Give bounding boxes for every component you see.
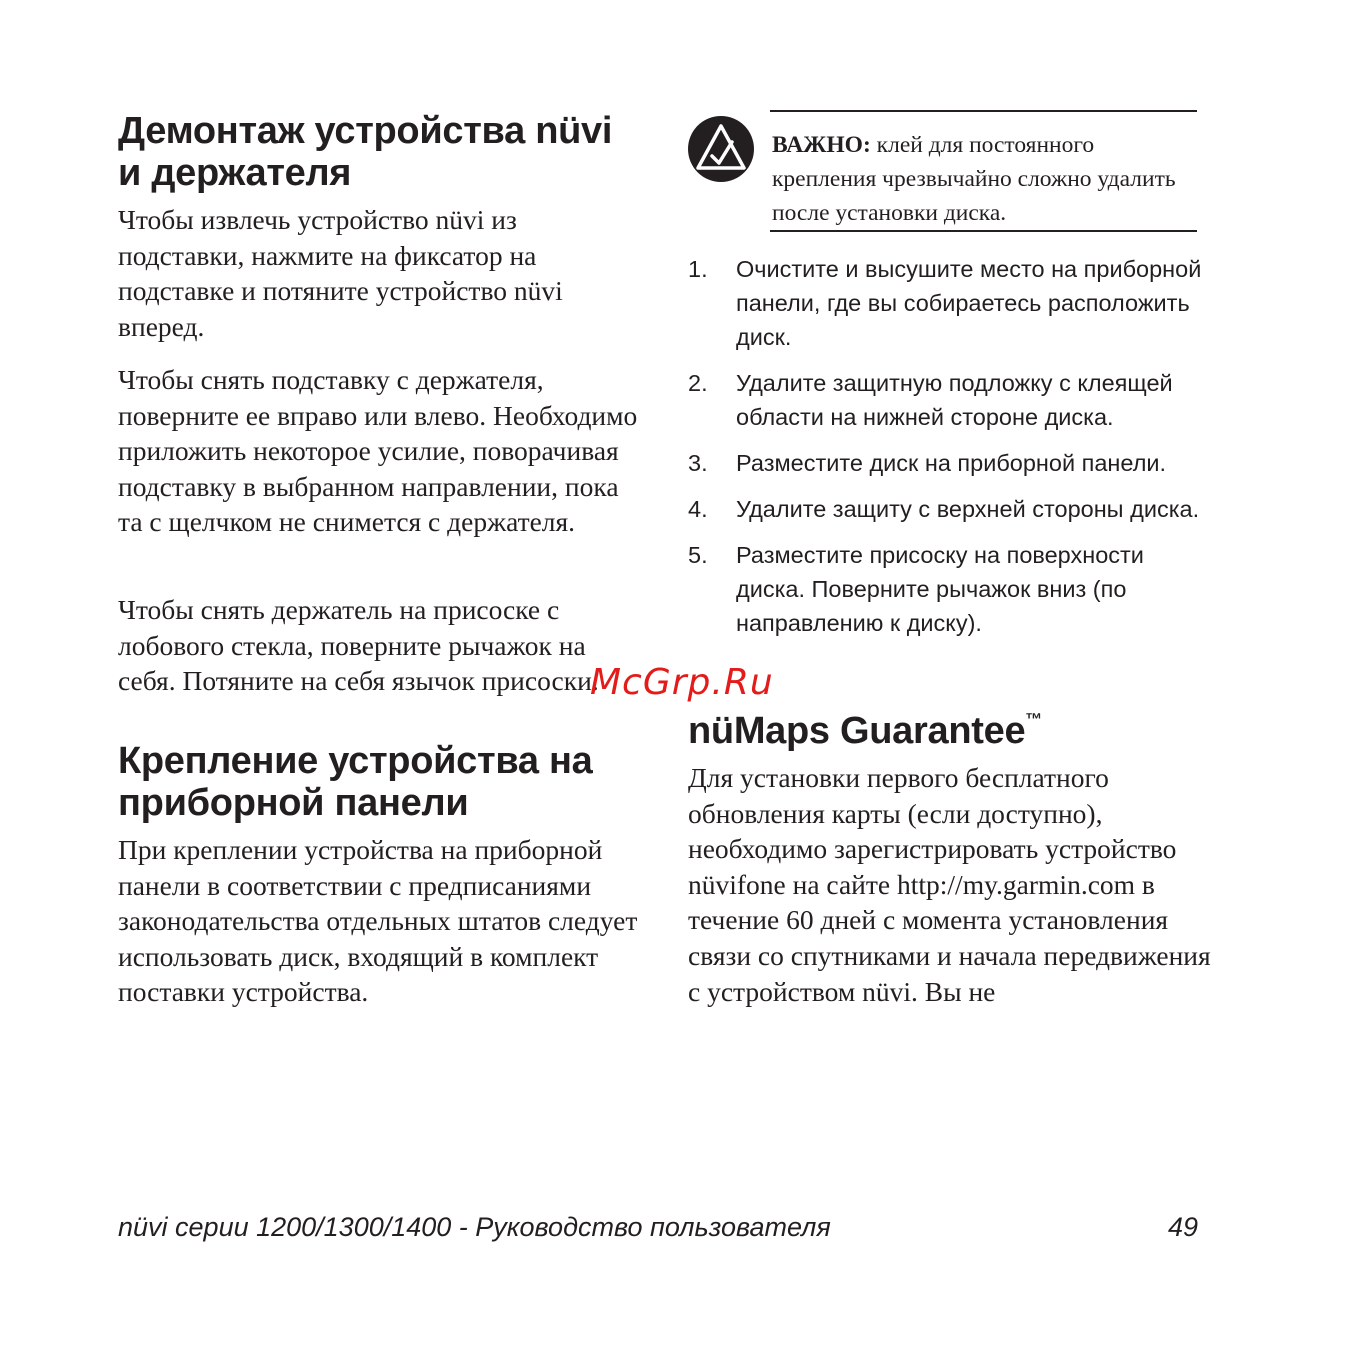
- step-number: 5.: [688, 542, 708, 568]
- note-bottom-rule: [770, 230, 1197, 232]
- step-number: 3.: [688, 450, 708, 476]
- page-number: 49: [1167, 1212, 1198, 1242]
- section-heading-dashboard: Крепление устройства на приборной панели: [118, 740, 593, 824]
- paragraph-dashboard-disk: При креплении устройства на приборной панели в соответствии с предписаниями законодательства отдельных штатов следует использовать диск, входящий в комплект поставки устройства.: [118, 834, 638, 1008]
- step-text: Удалите защиту с верхней стороны диска.: [736, 496, 1200, 522]
- step-text: Разместите диск на приборной панели.: [736, 450, 1167, 476]
- paragraph-remove-device: Чтобы извлечь устройство nüvi из подставки, нажмите на фиксатор на подставке и потяните устройство nüvi вперед.: [118, 204, 563, 342]
- note-top-rule: [770, 110, 1197, 112]
- numaps-heading-text: nüMaps Guarantee: [688, 710, 1026, 752]
- step-number: 2.: [688, 370, 708, 396]
- list-item: [688, 492, 1208, 526]
- watermark: McGrp.Ru: [590, 662, 774, 703]
- warning-triangle-icon: [688, 116, 754, 182]
- list-item: [688, 538, 1208, 640]
- footer-title: nüvi серии 1200/1300/1400 - Руководство пользователя: [118, 1212, 831, 1242]
- step-number: 1.: [688, 256, 708, 282]
- paragraph-numaps: Для установки первого бесплатного обновления карты (если доступно), необходимо зарегистрировать устройство nüvifone на сайте http://my.garmin.com в течение 60 дней с момента установления связи со спутниками и начала передвижения с устройством nüvi. Вы не: [688, 762, 1211, 1007]
- step-number: 4.: [688, 496, 708, 522]
- section-heading-numaps: [688, 710, 1208, 752]
- section-heading-removal: Демонтаж устройства nüvi и держателя: [118, 110, 613, 194]
- list-item: [688, 252, 1208, 354]
- step-text: Удалите защитную подложку с клеящей области на нижней стороне диска.: [736, 370, 1173, 430]
- step-text: Очистите и высушите место на приборной панели, где вы собираетесь расположить диск.: [736, 256, 1202, 350]
- paragraph-remove-cradle: Чтобы снять подставку с держателя, поверните ее вправо или влево. Необходимо приложить некоторое усилие, поворачивая подставку в выбранном направлении, пока та с щелчком не снимется с держателя.: [118, 364, 638, 538]
- important-note: [688, 108, 1198, 232]
- trademark-symbol: ™: [1025, 710, 1042, 729]
- note-label: ВАЖНО:: [772, 132, 871, 158]
- steps-list: [688, 252, 1208, 652]
- list-item: [688, 446, 1208, 480]
- paragraph-remove-mount: Чтобы снять держатель на присоске с лобового стекла, поверните рычажок на себя. Потяните на себя язычок присоски.: [118, 594, 599, 697]
- list-item: [688, 366, 1208, 434]
- note-text: [772, 128, 1202, 230]
- note-body: клей для постоянного крепления чрезвычайно сложно удалить после установки диска.: [772, 132, 1176, 226]
- step-text: Разместите присоску на поверхности диска. Поверните рычажок вниз (по направлению к диску).: [736, 542, 1144, 636]
